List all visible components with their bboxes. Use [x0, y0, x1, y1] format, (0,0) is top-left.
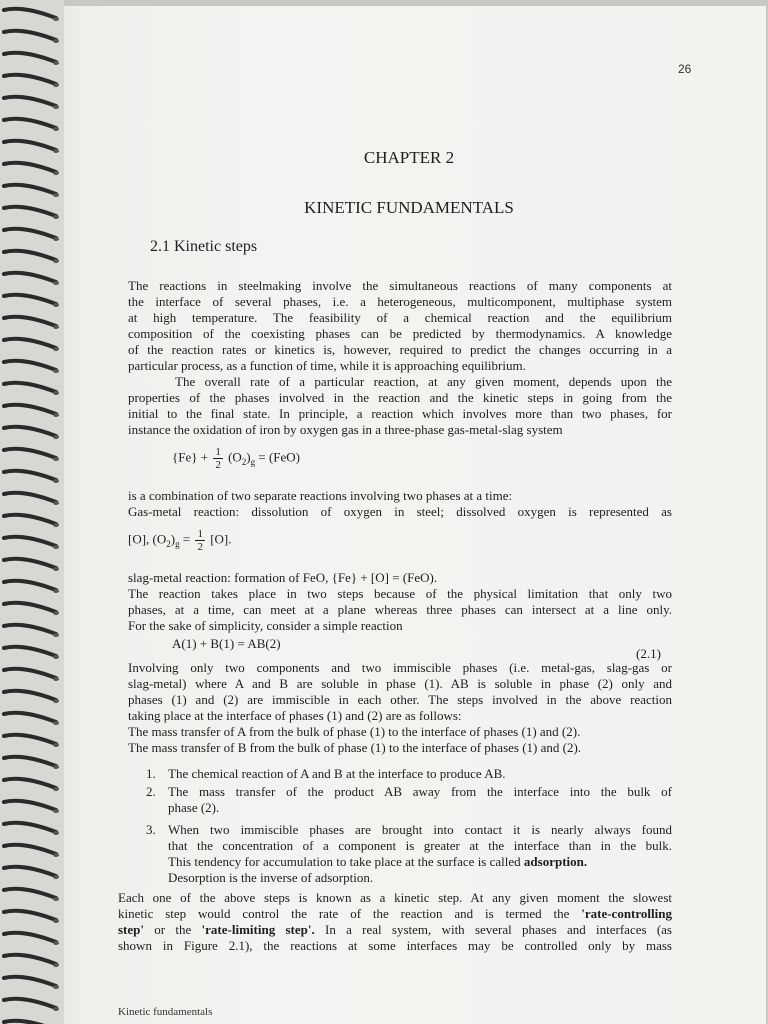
binding-hole [53, 875, 59, 879]
binding-hole [53, 985, 59, 989]
binding-hole [53, 765, 59, 769]
binding-hole [53, 413, 59, 417]
binding-hole [53, 325, 59, 329]
binding-hole [53, 787, 59, 791]
binding-hole [53, 391, 59, 395]
text-line: step' or the 'rate-limiting step'. In a real system, with several phases and interfaces (as [118, 922, 672, 937]
binding-hole [53, 501, 59, 505]
list-number: 1. [146, 766, 156, 781]
page-number: 26 [678, 62, 692, 76]
list-item: The chemical reaction of A and B at the interface to produce AB. [168, 766, 506, 781]
equation-number: (2.1) [636, 646, 661, 661]
text-line: taking place at the interface of phases (1) and (2) are as follows: [128, 708, 462, 723]
list-item: This tendency for accumulation to take place at the surface is called adsorption. [168, 854, 588, 869]
binding-hole [53, 171, 59, 175]
binding-hole [53, 17, 59, 21]
text-line: slag-metal reaction: formation of FeO, {Fe} + [O] = (FeO). [128, 570, 438, 585]
text-line: Gas-metal reaction: dissolution of oxygen in steel; dissolved oxygen is represented as [128, 504, 672, 519]
text-line: kinetic step would control the rate of the reaction and is termed the 'rate-controlling [118, 906, 672, 921]
binding-hole [53, 853, 59, 857]
binding-hole [53, 369, 59, 373]
binding-hole [53, 611, 59, 615]
binding-hole [53, 347, 59, 351]
text-line: initial to the final state. In principle, a reaction which involves more than two phases, for [128, 406, 672, 421]
binding-hole [53, 281, 59, 285]
text-line: The overall rate of a particular reaction, at any given moment, depends upon the [175, 374, 672, 389]
binding-hole [53, 721, 59, 725]
binding-hole [53, 633, 59, 637]
binding-hole [53, 809, 59, 813]
binding-hole [53, 259, 59, 263]
binding-hole [53, 919, 59, 923]
binding-hole [53, 743, 59, 747]
list-item: that the concentration of a component is greater at the interface than in the bulk. [168, 838, 672, 853]
text-line: The mass transfer of B from the bulk of phase (1) to the interface of phases (1) and (2). [128, 740, 582, 755]
text-line: The mass transfer of A from the bulk of phase (1) to the interface of phases (1) and (2). [128, 724, 581, 739]
binding-hole [53, 897, 59, 901]
binding-hole [53, 303, 59, 307]
binding-hole [53, 479, 59, 483]
list-item: The mass transfer of the product AB away from the interface into the bulk of [168, 784, 672, 799]
binding-hole [53, 589, 59, 593]
fraction: $\frac{1}{2}$ [197, 528, 203, 553]
list-number: 2. [146, 784, 156, 799]
binding-hole [53, 699, 59, 703]
text-line: the interface of several phases, i.e. a heterogeneous, multicomponent, multiphase system [128, 294, 672, 309]
text-line: The reaction takes place in two steps because of the physical limitation that only two [128, 586, 672, 601]
text-line: composition of the coexisting phases can be predicted by thermodynamics. A knowledge [128, 326, 672, 341]
text-line: at high temperature. The feasibility of a chemical reaction and the equilibrium [128, 310, 672, 325]
binding-hole [53, 1007, 59, 1011]
equation-iron-oxidation: {Fe} + $\frac{1}{2}$ $(O_2)_g = (FeO)$ [172, 446, 301, 471]
binding-hole [53, 523, 59, 527]
fraction: $\frac{1}{2}$ [215, 446, 221, 471]
text-line: Involving only two components and two immiscible phases (i.e. metal-gas, slag-gas or [128, 660, 672, 675]
list-item: When two immiscible phases are brought into contact it is nearly always found [168, 822, 672, 837]
binding-hole [53, 545, 59, 549]
bold-term: adsorption. [523, 854, 588, 869]
binding-hole [53, 457, 59, 461]
binding-hole [53, 941, 59, 945]
text-line: The reactions in steelmaking involve the simultaneous reactions of many components at [128, 278, 672, 293]
binding-hole [53, 83, 59, 87]
binding-hole [53, 127, 59, 131]
list-item: phase (2). [168, 800, 220, 815]
binding-hole [53, 963, 59, 967]
equation-dissolved-oxygen: [O], $(O_2)_g$ = $\frac{1}{2}$ [O]. [128, 528, 232, 553]
list-number: 3. [146, 822, 156, 837]
list-item: Desorption is the inverse of adsorption. [168, 870, 374, 885]
binding-hole [53, 831, 59, 835]
text-line: slag-metal) where A and B are soluble in phase (1). AB is soluble in phase (2) only and [128, 676, 672, 691]
binding-hole [53, 677, 59, 681]
chapter-title: KINETIC FUNDAMENTALS [304, 198, 514, 217]
running-footer: Kinetic fundamentals [118, 1006, 213, 1018]
chapter-label: CHAPTER 2 [363, 148, 455, 167]
equation-simple-reaction: A(1) + B(1) = AB(2) [172, 636, 281, 651]
text-line: For the sake of simplicity, consider a simple reaction [128, 618, 403, 633]
section-heading: 2.1 Kinetic steps [150, 238, 258, 255]
text-line: phases, at a time, can meet at a plane whereas three phases can intersect at a line only. [128, 602, 672, 617]
text-line: phases (1) and (2) are immiscible in each other. The steps involved in the above reaction [128, 692, 672, 707]
text-line: properties of the phases involved in the reaction and the kinetic steps in going from the [128, 390, 672, 405]
text-line: Each one of the above steps is known as a kinetic step. At any given moment the slowest [118, 890, 672, 905]
text-line: is a combination of two separate reactions involving two phases at a time: [128, 488, 513, 503]
binding-hole [53, 655, 59, 659]
binding-hole [53, 61, 59, 65]
binding-hole [53, 435, 59, 439]
binding-hole [53, 237, 59, 241]
text-line: shown in Figure 2.1), the reactions at some interfaces may be controlled only by mass [118, 938, 672, 953]
text-line: of the reaction rates or kinetics is, however, required to predict the changes occurring in a [128, 342, 672, 357]
binding-hole [53, 193, 59, 197]
text-line: instance the oxidation of iron by oxygen gas in a three-phase gas-metal-slag system [128, 422, 563, 437]
binding-hole [53, 39, 59, 43]
binding-hole [53, 567, 59, 571]
binding-hole [53, 105, 59, 109]
text-line: particular process, as a function of time, while it is approaching equilibrium. [128, 358, 526, 373]
